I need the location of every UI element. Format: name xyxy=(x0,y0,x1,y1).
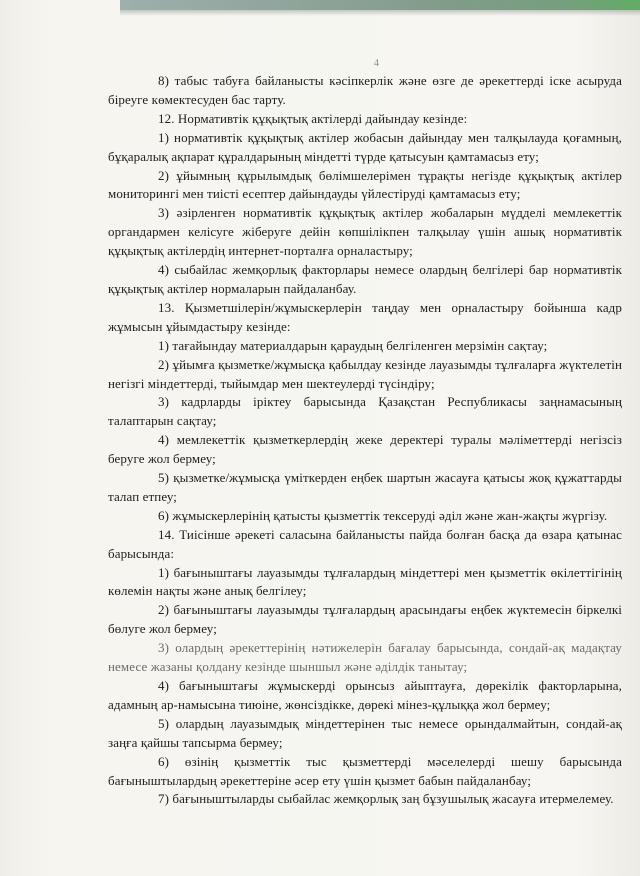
document-body xyxy=(108,72,622,809)
paragraph: 6) өзінің қызметтік тыс қызметтерді мәселелерді шешу барысында бағыныштылардың әрекеттеріне әсер ету үшін қызмет бабын пайдаланбау; xyxy=(108,753,622,788)
paragraph: 4) бағыныштағы жұмыскерді орынсыз айыптауға, дөрекілік факторларына, адамның ар-намысына тиюіне, жөнсіздікке, дөрекі мінез-құлыққа жол бермеу; xyxy=(108,678,622,712)
section-heading-12: 12. Нормативтік құқықтық актілерді дайындау кезінде: xyxy=(158,110,468,126)
page-number-mark: 4 xyxy=(374,58,379,69)
section-heading-14: 14. Тиісінше әрекеті саласына байланысты пайда болған басқа да өзара қатынас барысында: xyxy=(108,526,622,561)
paragraph: 1) бағыныштағы лауазымды тұлғалардың міндеттері мен қызметтік өкілеттігінің көлемін нақты және анық белгілеу; xyxy=(108,564,622,599)
paragraph: 5) қызметке/жұмысқа үміткерден еңбек шартын жасауға қатысы жоқ құжаттарды талап етпеу; xyxy=(108,470,622,504)
paragraph: 4) сыбайлас жемқорлық факторлары немесе олардың белгілері бар нормативтік құқықтық актілер нормаларын пайдаланбау. xyxy=(108,262,622,296)
section-heading-13: 13. Қызметшілерін/жұмыскерлерін таңдау мен орналастыру бойынша кадр жұмысын ұйымдастыру кезінде: xyxy=(108,299,622,334)
paragraph: 7) бағыныштыларды сыбайлас жемқорлық заң бұзушылық жасауға итермелемеу. xyxy=(158,791,614,807)
scan-top-edge xyxy=(120,0,640,10)
paragraph: 3) әзірленген нормативтік құқықтық актілер жобаларын мүдделі мемлекеттік органдармен келісуге жіберуге дейін көпшілікпен талқылау үшін ашық нормативтік құқықтық актілердің интернет-порталға орналастыру; xyxy=(108,205,622,259)
paragraph: 8) табыс табуға байланысты кәсіпкерлік және өзге де әрекеттерді іске асыруда біреуге көмектесуден бас тарту. xyxy=(108,73,622,107)
paragraph: 4) мемлекеттік қызметкерлердің жеке деректері туралы мәліметтерді негізсіз беруге жол бермеу; xyxy=(108,432,622,467)
scan-top-shadow xyxy=(120,10,640,16)
paragraph: 1) нормативтік құқықтық актілер жобасын дайындау мен талқылауда қоғамның, бұқаралық ақпарат құралдарының міндетті түрде қатысуын қамтамасыз ету; xyxy=(108,129,622,164)
paragraph: 6) жұмыскерлерінің қатысты қызметтік тексеруді әділ және жан-жақты жүргізу. xyxy=(158,507,608,523)
paragraph: 3) олардың әрекеттерінің нәтижелерін бағалау барысында, сондай-ақ мадақтау немесе жазаны қолдану кезінде шыншыл және әділдік танытау; xyxy=(108,640,622,675)
paragraph: 2) ұйымның құрылымдық бөлімшелерімен тұрақты негізде құқықтық актілер мониторингі мен тиісті есептер дайындауды үйлестіруді қамтамасыз ету; xyxy=(108,167,622,202)
paragraph: 5) олардың лауазымдық міндеттерінен тыс немесе орындалмайтын, сондай-ақ заңға қайшы тапсырма бермеу; xyxy=(108,715,622,750)
paragraph: 3) кадрларды іріктеу барысында Қазақстан Республикасы заңнамасының талаптарын сақтау; xyxy=(108,394,622,429)
paragraph: 2) бағыныштағы лауазымды тұлғалардың арасындағы еңбек жүктемесін біркелкі бөлуге жол бермеу; xyxy=(108,602,622,637)
paragraph: 2) ұйымға қызметке/жұмысқа қабылдау кезінде лауазымды тұлғаларға жүктелетін негізгі міндеттерді, тыйымдар мен шектеулерді түсіндіру; xyxy=(108,356,622,391)
paragraph: 1) тағайындау материалдарын қараудың белгіленген мерзімін сақтау; xyxy=(158,337,548,353)
